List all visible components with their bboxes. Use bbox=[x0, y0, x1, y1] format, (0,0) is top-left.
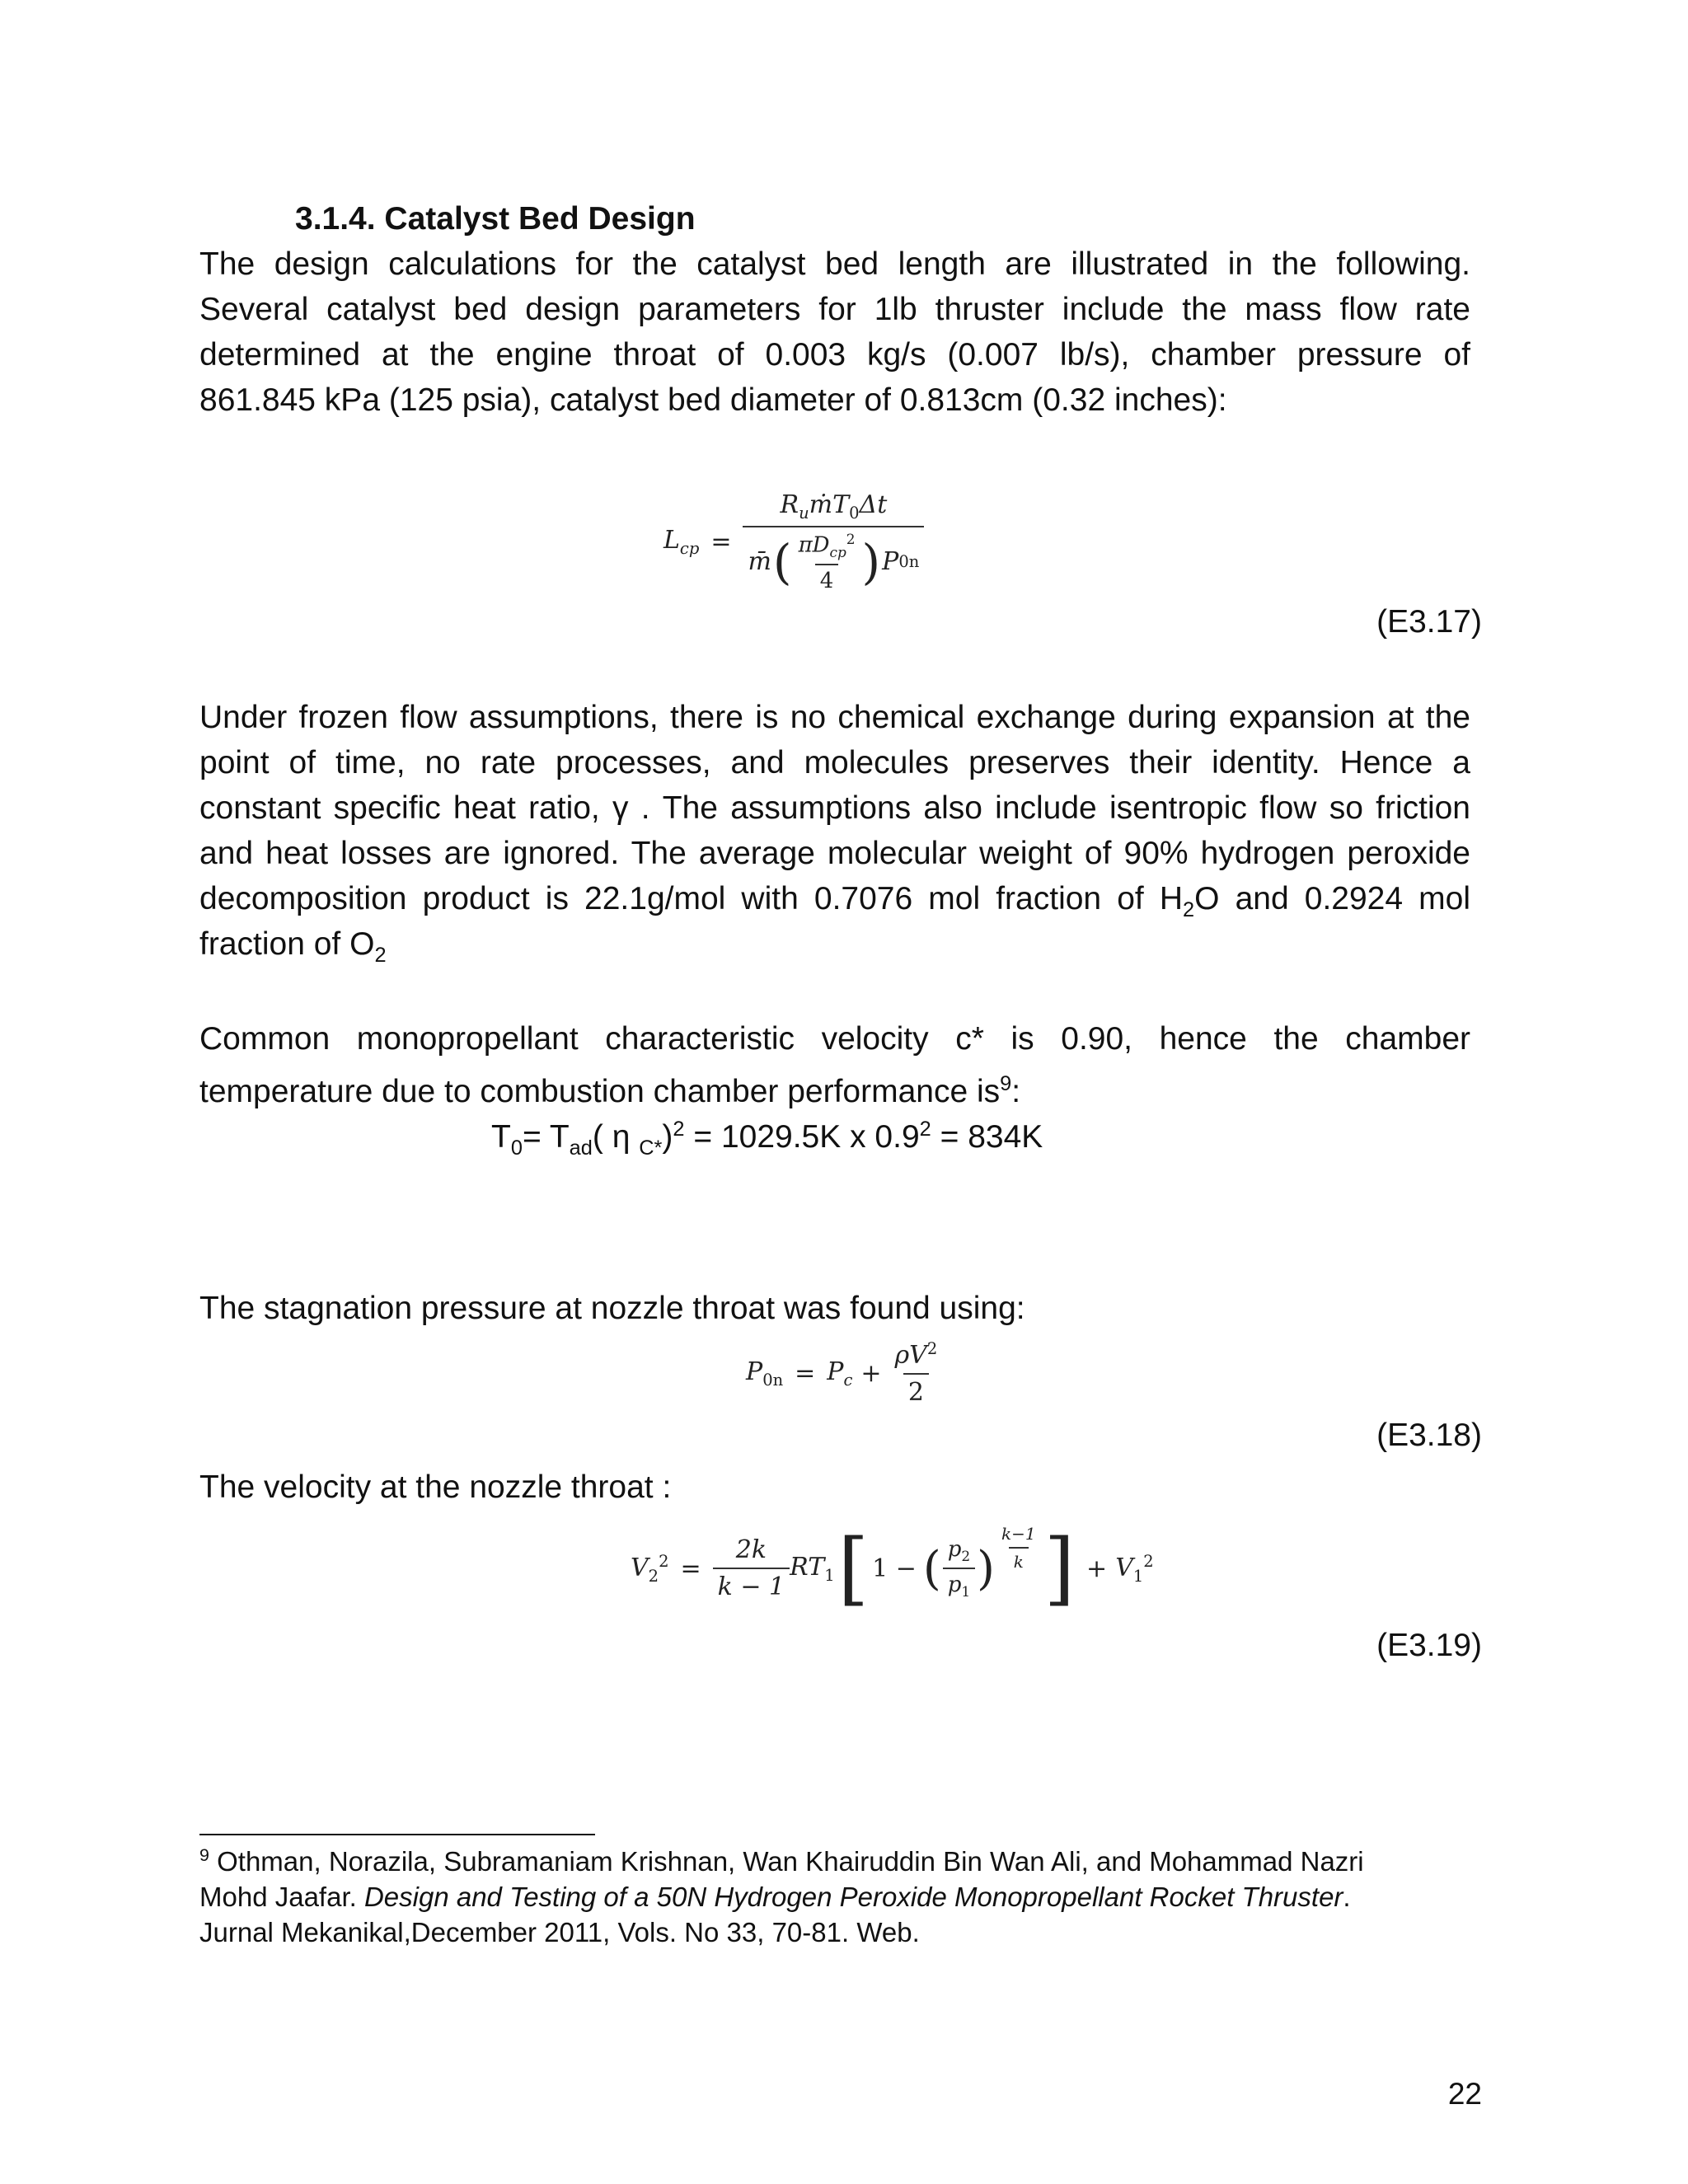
footnote bbox=[199, 1838, 1485, 1950]
footnote-divider bbox=[199, 1834, 595, 1835]
paragraph-nozzle-velocity: The velocity at the nozzle throat : bbox=[199, 1469, 672, 1505]
section-heading: 3.1.4. Catalyst Bed Design bbox=[295, 201, 696, 237]
footnote-line: $^9$ Othman, Norazila, Subramaniam Krishnan, Wan Khairuddin Bin Wan Ali, and Mohammad Nazri bbox=[199, 1845, 1364, 1877]
text-line: constant specific heat ratio, γ . The assumptions also include isentropic flow so friction bbox=[199, 790, 1470, 826]
text-line: The design calculations for the catalyst bed length are illustrated in the following. bbox=[199, 246, 1470, 282]
text-line: point of time, no rate processes, and molecules preserves their identity. Hence a bbox=[199, 745, 1470, 780]
footnote-line: Jurnal Mekanikal,December 2011, Vols. No 33, 70-81. Web. bbox=[199, 1917, 920, 1947]
text-line: fraction of $O_2$ bbox=[199, 926, 387, 967]
footnote-mark: 9 bbox=[199, 1845, 209, 1865]
text-line: Common monopropellant characteristic velocity c* is 0.90, hence the chamber bbox=[199, 1021, 1470, 1057]
text-line: and heat losses are ignored. The average molecular weight of 90% hydrogen peroxide bbox=[199, 836, 1470, 871]
text-line: determined at the engine throat of 0.003 kg/s (0.007 lb/s), chamber pressure of bbox=[199, 337, 1470, 373]
text-line: Under frozen flow assumptions, there is no chemical exchange during expansion at the bbox=[199, 700, 1470, 735]
equation-stagnation-pressure: $P_{0n}$ = $P_c$ + $\frac{\rho V^2}{2}$ bbox=[746, 1339, 938, 1407]
paragraph-intro bbox=[199, 241, 1470, 423]
paragraph-stagnation-pressure: The stagnation pressure at nozzle throat was found using: bbox=[199, 1291, 1025, 1326]
text-line: Several catalyst bed design parameters for 1lb thruster include the mass flow rate bbox=[199, 292, 1470, 327]
text-line: decomposition product is 22.1g/mol with 0.7076 mol fraction of $H_2O$ and 0.2924 mol bbox=[199, 881, 1470, 921]
equation-chamber-temperature: $T_0= T_{ad}$( η $_{C*}$)$^2$ = 1029.5K x $0.9^2 = 834K$ bbox=[491, 1118, 1043, 1160]
equation-label: (E3.18) bbox=[1376, 1418, 1482, 1453]
paragraph-characteristic-velocity bbox=[199, 1016, 1470, 1107]
equation-label: (E3.19) bbox=[1376, 1628, 1482, 1663]
text-line: 861.845 kPa (125 psia), catalyst bed diameter of 0.813cm (0.32 inches): bbox=[199, 382, 1227, 418]
paragraph-frozen-flow bbox=[199, 695, 1470, 967]
page-number: 22 bbox=[1447, 2077, 1482, 2111]
text-line: temperature due to combustion chamber performance $is^9$: bbox=[199, 1072, 1021, 1109]
footnote-line: Mohd Jaafar. Design and Testing of a 50N Hydrogen Peroxide Monopropellant Rocket Thruster. bbox=[199, 1882, 1351, 1912]
equation-label: (E3.17) bbox=[1376, 604, 1482, 640]
equation-throat-velocity: $V_2^2$ = $\frac{2k}{k - 1}$ $RT_1$ [ 1 − ( $\frac{p_2}{p_1}$ ) $\frac{k-1}{k}$ ] + $V_1^2$ bbox=[631, 1522, 1154, 1615]
equation-catalyst-bed-length: $L_{cp}$ = $R_uṁT_0\Delta t$ m̄ ( $\frac{\pi D_{cp}^2}{4}$ ) P 0n bbox=[663, 490, 924, 593]
